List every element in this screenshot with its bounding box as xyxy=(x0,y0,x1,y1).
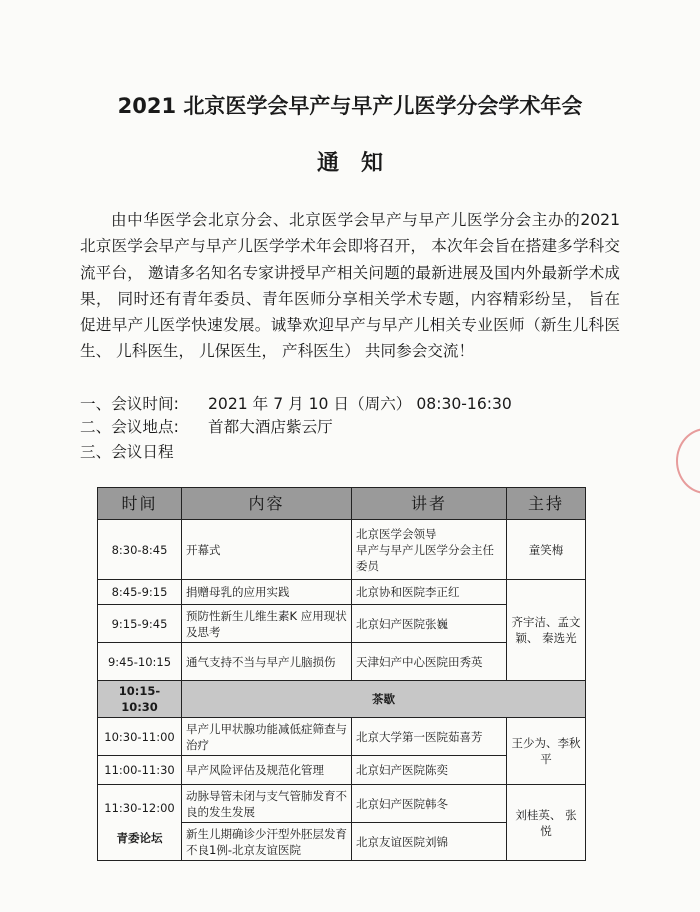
header-host: 主持 xyxy=(507,488,586,520)
row-content: 预防性新生儿维生素K 应用现状及思考 xyxy=(182,605,352,643)
row-time: 10:15-10:30 xyxy=(98,681,182,718)
row-time: 9:15-9:45 xyxy=(98,605,182,643)
row-content: 捐赠母乳的应用实践 xyxy=(182,580,352,605)
red-seal-stamp xyxy=(676,428,700,494)
row-speaker: 天津妇产中心医院田秀英 xyxy=(352,643,507,681)
row-time xyxy=(98,785,182,861)
break-row xyxy=(98,681,586,718)
youth-forum-label: 青委论坛 xyxy=(116,830,163,845)
page-title: 2021 北京医学会早产与早产儿医学分会学术年会 xyxy=(117,94,583,118)
meeting-schedule-label: 三、会议日程 xyxy=(80,443,174,461)
header-content: 内容 xyxy=(182,488,352,520)
row-speaker: 北京妇产医院陈奕 xyxy=(352,756,507,785)
row-content: 早产风险评估及规范化管理 xyxy=(182,756,352,785)
table-row xyxy=(98,718,586,756)
break-label: 茶歇 xyxy=(182,681,586,718)
header-speaker: 讲者 xyxy=(352,488,507,520)
schedule-table xyxy=(97,487,586,861)
speaker-line: 早产与早产儿医学分会主任委员 xyxy=(356,542,494,573)
meeting-place-label: 二、会议地点: xyxy=(80,418,179,436)
meeting-place-value: 首都大酒店紫云厅 xyxy=(208,418,333,436)
table-row xyxy=(98,785,586,823)
row-content: 新生儿期确诊少汗型外胚层发育不良1例-北京友谊医院 xyxy=(182,823,352,861)
row-content: 开幕式 xyxy=(182,520,352,580)
row-speaker: 北京友谊医院刘锦 xyxy=(352,823,507,861)
row-content: 早产儿甲状腺功能减低症筛查与治疗 xyxy=(182,718,352,756)
row-time-text: 11:30-12:00 xyxy=(104,800,175,815)
row-time: 8:30-8:45 xyxy=(98,520,182,580)
row-content: 通气支持不当与早产儿脑损伤 xyxy=(182,643,352,681)
row-time: 10:30-11:00 xyxy=(98,718,182,756)
table-row xyxy=(98,520,586,580)
row-speaker: 北京协和医院李正红 xyxy=(352,580,507,605)
row-speaker xyxy=(352,520,507,580)
row-host: 童笑梅 xyxy=(507,520,586,580)
intro-paragraph: 由中华医学会北京分会、北京医学会早产与早产儿医学分会主办的2021 北京医学会早产与早产儿医学学术年会即将召开， 本次年会旨在搭建多学科交流平台， 邀请多名知名专家讲授早产相关问题的最新进展及国内外最新学术成果， 同时还有青年委员、青年医师分享相关学术专题，内容精彩纷呈， 旨在促进早产儿医学快速发展。诚挚欢迎早产与早产儿相关专业医师（新生儿科医生、 儿科医生， 儿保医生， 产科医生） 共同参会交流！ xyxy=(80,211,620,361)
meeting-time-label: 一、会议时间: xyxy=(80,395,179,413)
row-time: 11:00-11:30 xyxy=(98,756,182,785)
meeting-time-value: 2021 年 7 月 10 日（周六） 08:30-16:30 xyxy=(208,395,512,413)
row-time: 9:45-10:15 xyxy=(98,643,182,681)
row-host: 齐宇洁、孟文颖、 秦选光 xyxy=(507,580,586,681)
meeting-time xyxy=(80,392,512,414)
table-row xyxy=(98,580,586,605)
row-speaker: 北京妇产医院韩冬 xyxy=(352,785,507,823)
speaker-line: 北京医学会领导 xyxy=(356,526,437,541)
table-header-row xyxy=(98,488,586,520)
row-host: 刘桂英、 张悦 xyxy=(507,785,586,861)
row-host: 王少为、李秋平 xyxy=(507,718,586,785)
meeting-place xyxy=(80,415,333,437)
row-time: 8:45-9:15 xyxy=(98,580,182,605)
row-content: 动脉导管未闭与支气管肺发育不良的发生发展 xyxy=(182,785,352,823)
row-speaker: 北京妇产医院张巍 xyxy=(352,605,507,643)
row-speaker: 北京大学第一医院茹喜芳 xyxy=(352,718,507,756)
notice-heading: 通知 xyxy=(316,151,405,176)
header-time: 时间 xyxy=(98,488,182,520)
